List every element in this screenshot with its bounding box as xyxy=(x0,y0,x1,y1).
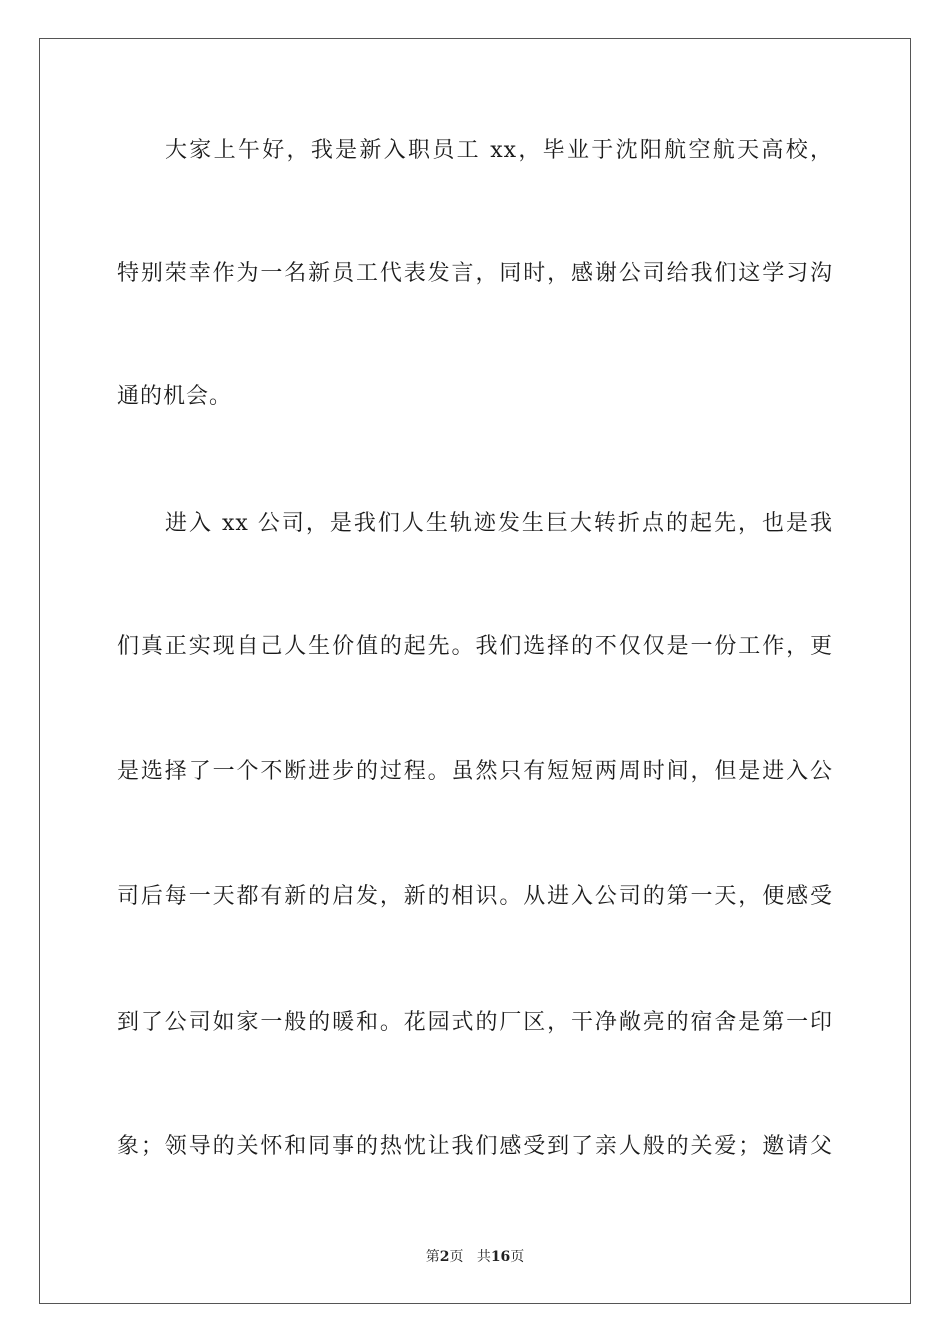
paragraph-2-line-6: 象；领导的关怀和同事的热忱让我们感受到了亲人般的关爱；邀请父 xyxy=(117,1134,833,1159)
paragraph-2-line-3: 是选择了一个不断进步的过程。虽然只有短短两周时间，但是进入公 xyxy=(117,759,833,784)
paragraph-2-line-2: 们真正实现自己人生价值的起先。我们选择的不仅仅是一份工作，更 xyxy=(117,634,833,659)
page-prefix: 第 xyxy=(425,1249,440,1265)
total-suffix: 页 xyxy=(510,1249,525,1265)
page-number: 2 xyxy=(439,1249,450,1265)
page-footer xyxy=(0,1248,950,1266)
paragraph-1-line-2: 特别荣幸作为一名新员工代表发言，同时，感谢公司给我们这学习沟 xyxy=(117,261,833,286)
page-suffix: 页 xyxy=(449,1249,464,1265)
total-pages: 16 xyxy=(490,1249,511,1265)
paragraph-2-line-1: 进入 xx 公司，是我们人生轨迹发生巨大转折点的起先，也是我 xyxy=(165,511,833,536)
paragraph-2-line-5: 到了公司如家一般的暖和。花园式的厂区，干净敞亮的宿舍是第一印 xyxy=(117,1010,833,1035)
paragraph-1-line-1: 大家上午好，我是新入职员工 xx，毕业于沈阳航空航天高校， xyxy=(165,138,833,163)
total-prefix: 共 xyxy=(476,1249,491,1265)
paragraph-1-line-3: 通的机会。 xyxy=(117,384,233,409)
page-border xyxy=(39,38,911,1304)
paragraph-2-line-4: 司后每一天都有新的启发，新的相识。从进入公司的第一天，便感受 xyxy=(117,884,833,909)
